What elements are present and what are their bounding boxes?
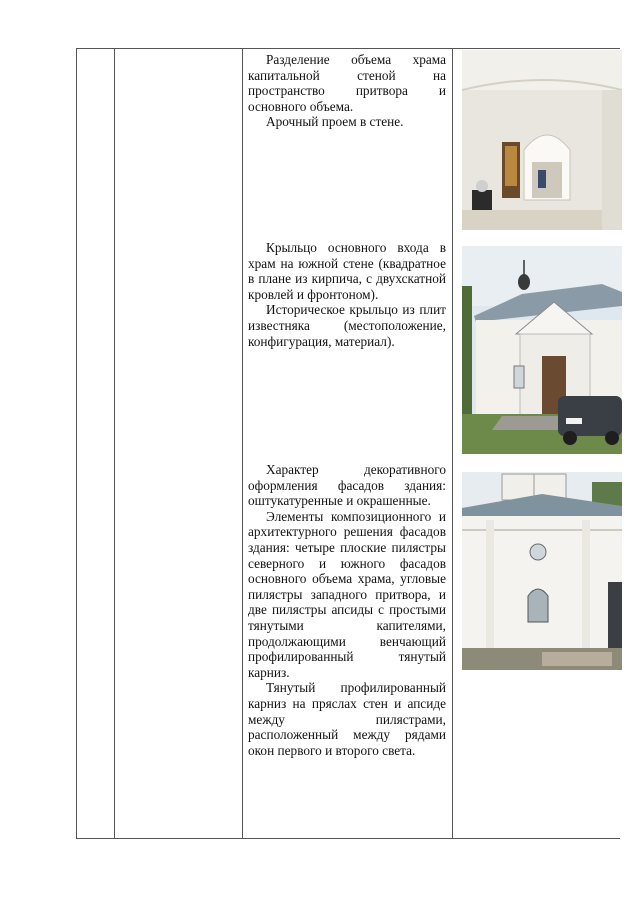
section-2-text (248, 240, 446, 349)
table-bottom-border (76, 838, 620, 839)
section-3-paragraph-3: Тянутый профилированный карниз на пряслах стен и апсиде между пилястрами, расположенный между рядами окон первого и второго света. (248, 680, 446, 758)
church-interior-arch-photo (462, 50, 622, 230)
table-column-divider-2 (242, 48, 243, 838)
section-3-paragraph-1: Характер декоративного оформления фасадов здания: оштукатуренные и окрашенные. (248, 462, 446, 509)
table-column-divider-3 (452, 48, 453, 838)
table-column-divider-1 (114, 48, 115, 838)
section-2-paragraph-2: Историческое крыльцо из плит известняка (местоположение, конфигурация, материал). (248, 302, 446, 349)
church-facade-photo (462, 472, 622, 670)
section-1-paragraph-1: Разделение объема храма капитальной стеной на пространство притвора и основного объема. (248, 52, 446, 114)
section-2-paragraph-1: Крыльцо основного входа в храм на южной стене (квадратное в плане из кирпича, с двухскатной кровлей и фронтоном). (248, 240, 446, 302)
church-porch-photo (462, 246, 622, 454)
section-3-paragraph-2: Элементы композиционного и архитектурного решения фасадов здания: четыре плоские пилястры северного и южного фасадов основного объема храма, угловые пилястры западного притвора, и две пилястры апсиды с простыми тянутыми капителями, продолжающими венчающий профилированный тянутый карниз. (248, 508, 446, 680)
table-left-border (76, 48, 77, 838)
section-3-text (248, 462, 446, 758)
section-1-paragraph-2: Арочный проем в стене. (266, 114, 404, 130)
section-1-text (248, 52, 446, 130)
table-top-border (76, 48, 620, 49)
